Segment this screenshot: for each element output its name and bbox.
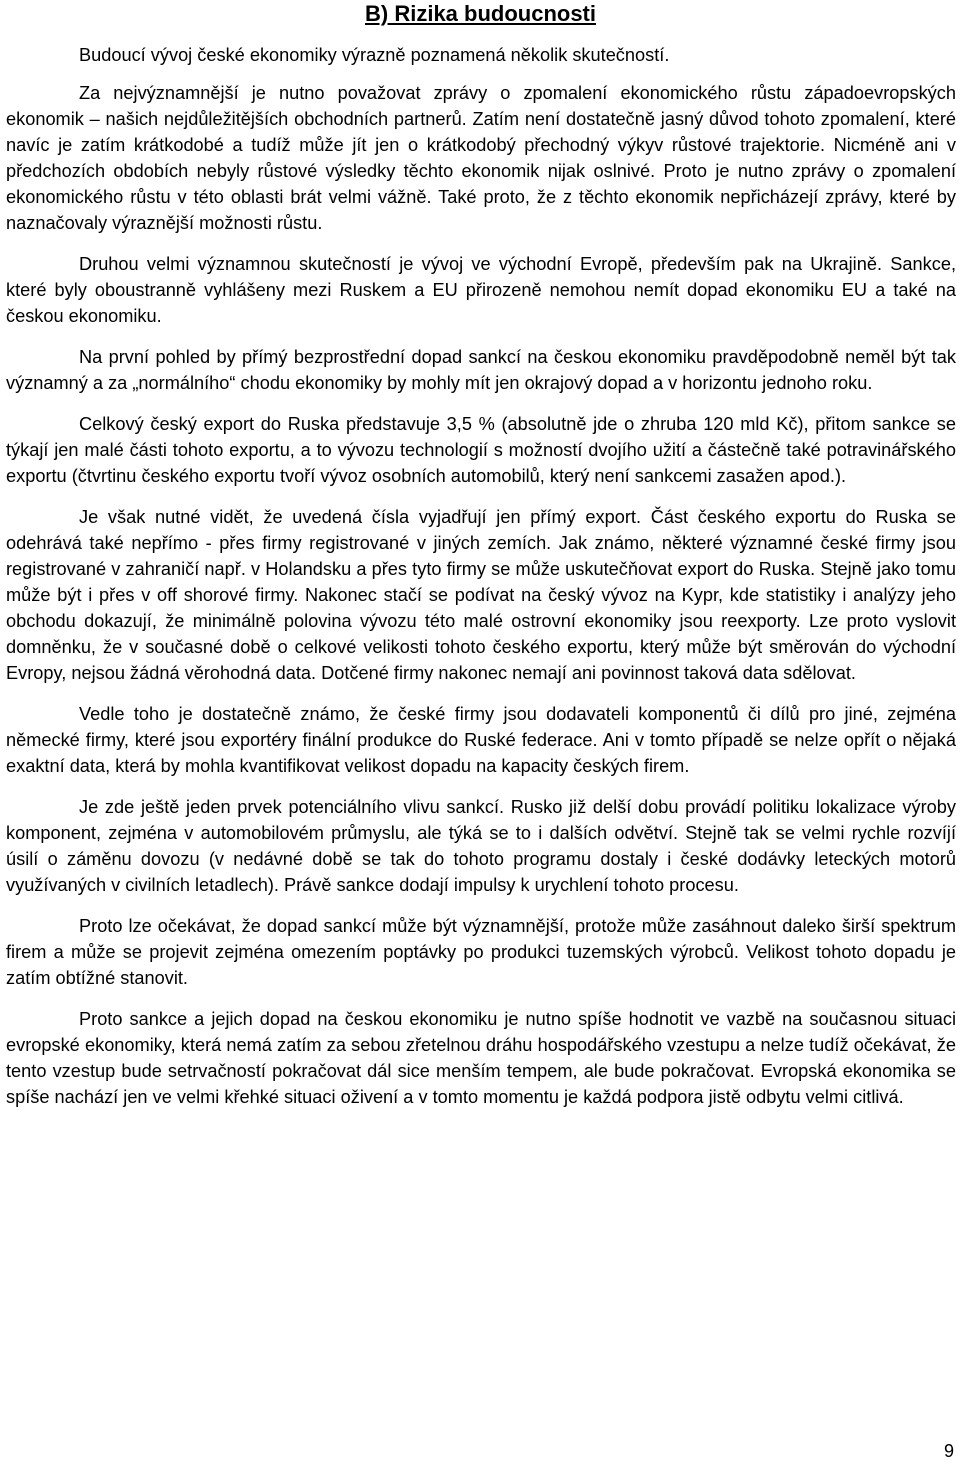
paragraph-export-share: Celkový český export do Ruska představuje 3,5 % (absolutně jde o zhruba 120 mld Kč), přitom sankce se týkají jen malé části tohoto exportu, a to vývozu technologií s možností dvojího užití a částečně také potravinářského exportu (čtvrtinu českého exportu tvoří vývoz osobních automobilů, který není sankcemi zasažen apod.). <box>6 414 956 486</box>
document-body <box>6 42 956 1125</box>
paragraph-eastern-europe: Druhou velmi významnou skutečností je vývoj ve východní Evropě, především pak na Ukrajině. Sankce, které byly oboustranně vyhlášeny mezi Ruskem a EU přirozeně nemohou nemít dopad ekonomiku EU a také na českou ekonomiku. <box>6 254 956 326</box>
paragraph-localization: Je zde ještě jeden prvek potenciálního vlivu sankcí. Rusko již delší dobu provádí politiku lokalizace výroby komponent, zejména v automobilovém průmyslu, ale týká se to i dalších odvětví. Stejně tak se velmi rychle rozvíjí úsilí o záměnu dovozu (v nedávné době se tak do tohoto programu dostaly i české dodávky leteckých motorů využívaných v civilních letadlech). Právě sankce dodají impulsy k urychlení tohoto procesu. <box>6 797 956 895</box>
paragraph-intro: Budoucí vývoj české ekonomiky výrazně poznamená několik skutečností. <box>79 45 670 65</box>
paragraph-component-suppliers: Vedle toho je dostatečně známo, že české firmy jsou dodavateli komponentů či dílů pro jiné, zejména německé firmy, které jsou exportéry finální produkce do Ruské federace. Ani v tomto případě se nelze opřít o nějaká exaktní data, která by mohla kvantifikovat velikost dopadu na kapacity českých firem. <box>6 704 956 776</box>
paragraph-conclusion: Proto sankce a jejich dopad na českou ekonomiku je nutno spíše hodnotit ve vazbě na současnou situaci evropské ekonomiky, která nemá zatím za sebou zřetelnou dráhu hospodářského vzestupu a nelze tudíž očekávat, že tento vzestup bude setrvačností pokračovat dál sice menším tempem, ale bude pokračovat. Evropská ekonomika se spíše nachází jen ve velmi křehké situaci oživení a v tomto momentu je každá podpora jistě odbytu velmi citlivá. <box>6 1009 956 1107</box>
paragraph-expected-impact: Proto lze očekávat, že dopad sankcí může být významnější, protože může zasáhnout daleko širší spektrum firem a může se projevit zejména omezením poptávky po produkci tuzemských výrobců. Velikost tohoto dopadu je zatím obtížné stanovit. <box>6 916 956 988</box>
paragraph-western-slowdown: Za nejvýznamnější je nutno považovat zprávy o zpomalení ekonomického růstu západoevropských ekonomik – našich nejdůležitějších obchodních partnerů. Zatím není dostatečně jasný důvod tohoto zpomalení, které navíc je zatím krátkodobé a tudíž může jít jen o krátkodobý přechodný výkyv růstové trajektorie. Nicméně ani v předchozích obdobích nebyly růstové výsledky těchto ekonomik nijak oslnivé. Proto je nutno zprávy o zpomalení ekonomického růstu v této oblasti brát velmi vážně. Také proto, že z těchto ekonomik nepřicházejí zprávy, které by naznačovaly výraznější možnosti růstu. <box>6 83 956 233</box>
page-number: 9 <box>943 1441 954 1461</box>
paragraph-indirect-export: Je však nutné vidět, že uvedená čísla vyjadřují jen přímý export. Část českého exportu do Ruska se odehrává také nepřímo - přes firmy registrované v jiných zemích. Jak známo, některé významné české firmy jsou registrované v zahraničí např. v Holandsku a přes tyto firmy se může uskutečňovat export do Ruska. Stejně jako tomu může být i přes v off shorové firmy. Nakonec stačí se podívat na český vývoz na Kypr, kde statistiky i analýzy jeho obchodu dokazují, že minimálně polovina vývozu této malé ostrovní ekonomiky jsou reexporty. Lze proto vyslovit domněnku, že v současné době o celkové velikosti tohoto českého exportu, který může být směrován do východní Evropy, nejsou žádná věrohodná data. Dotčené firmy nakonec nemají ani povinnost taková data sdělovat. <box>6 507 956 683</box>
section-heading: B) Rizika budoucnosti <box>365 1 596 26</box>
paragraph-direct-impact: Na první pohled by přímý bezprostřední dopad sankcí na českou ekonomiku pravděpodobně neměl být tak významný a za „normálního“ chodu ekonomiky by mohly mít jen okrajový dopad a v horizontu jednoho roku. <box>6 347 956 393</box>
